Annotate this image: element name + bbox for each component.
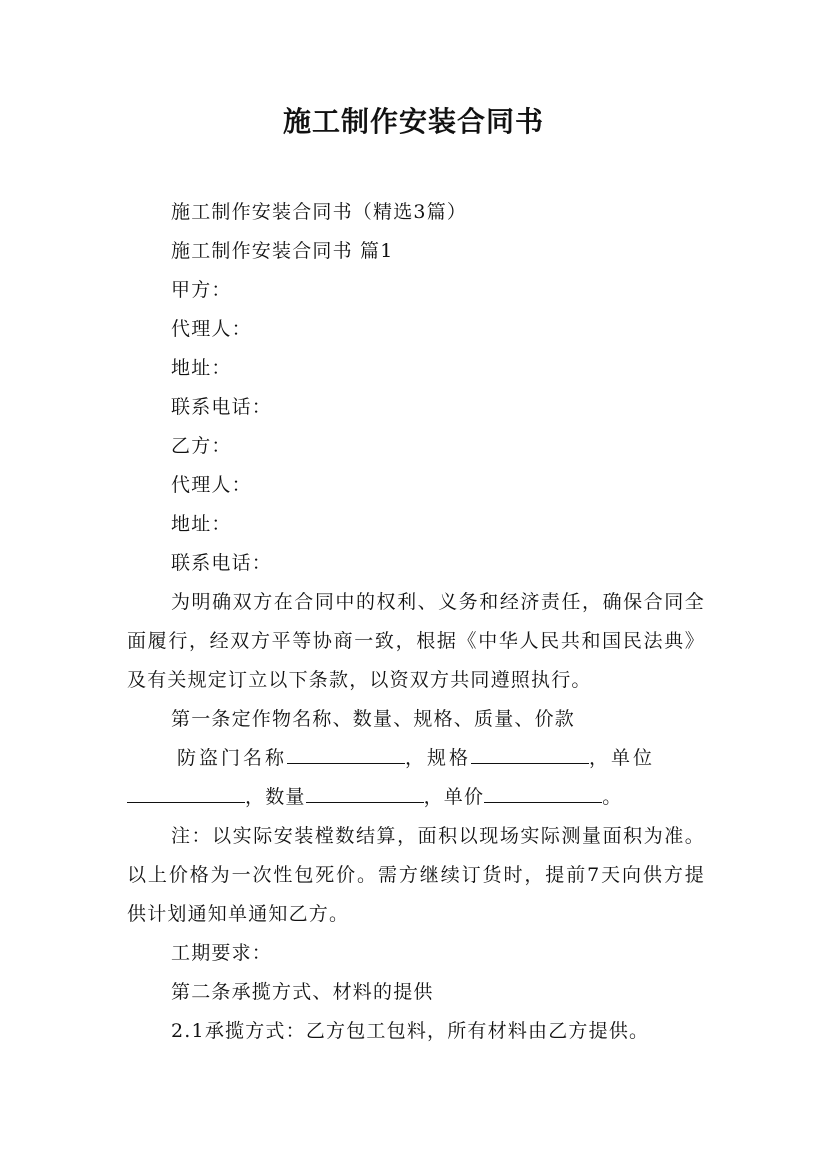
party-b-label: 乙方： — [171, 435, 232, 457]
party-b-address: 地址： — [171, 513, 232, 535]
item-name-label: 防盗门名称 — [177, 747, 288, 769]
document-body — [127, 193, 705, 1051]
price-blank — [484, 782, 602, 803]
note-paragraph: 注：以实际安装樘数结算，面积以现场实际测量面积为准。以上价格为一次性包死价。需方继续订货时，提前7天向供方提供计划通知单通知乙方。 — [127, 825, 705, 925]
subtitle: 施工制作安装合同书（精选3篇） — [171, 201, 468, 223]
spec-label: ，规格 — [405, 747, 472, 769]
schedule-label: 工期要求： — [171, 942, 273, 964]
clause-2-1: 2.1承揽方式：乙方包工包料，所有材料由乙方提供。 — [171, 1020, 650, 1042]
party-a-agent: 代理人： — [171, 318, 252, 340]
party-a-phone: 联系电话： — [171, 396, 273, 418]
party-a-label: 甲方： — [171, 279, 232, 301]
article2-heading: 第二条承揽方式、材料的提供 — [171, 981, 434, 1003]
spec-blank — [471, 743, 589, 764]
quantity-label: ，数量 — [245, 786, 306, 808]
spec-line-1 — [127, 739, 705, 778]
party-a-address: 地址： — [171, 357, 232, 379]
unit-label: ，单位 — [589, 747, 656, 769]
document-title: 施工制作安装合同书 — [282, 105, 544, 138]
article1-heading: 第一条定作物名称、数量、规格、质量、价款 — [171, 708, 576, 730]
section-heading: 施工制作安装合同书 篇1 — [171, 240, 394, 262]
unit-blank — [127, 782, 245, 803]
end-mark: 。 — [602, 786, 623, 808]
price-label: ，单价 — [423, 786, 485, 808]
preamble-paragraph: 为明确双方在合同中的权利、义务和经济责任，确保合同全面履行，经双方平等协商一致，根据《中华人民共和国民法典》及有关规定订立以下条款，以资双方共同遵照执行。 — [127, 591, 705, 691]
quantity-blank — [306, 782, 424, 803]
party-b-phone: 联系电话： — [171, 552, 273, 574]
spec-line-2 — [127, 778, 705, 817]
item-name-blank — [287, 743, 405, 764]
party-b-agent: 代理人： — [171, 474, 252, 496]
